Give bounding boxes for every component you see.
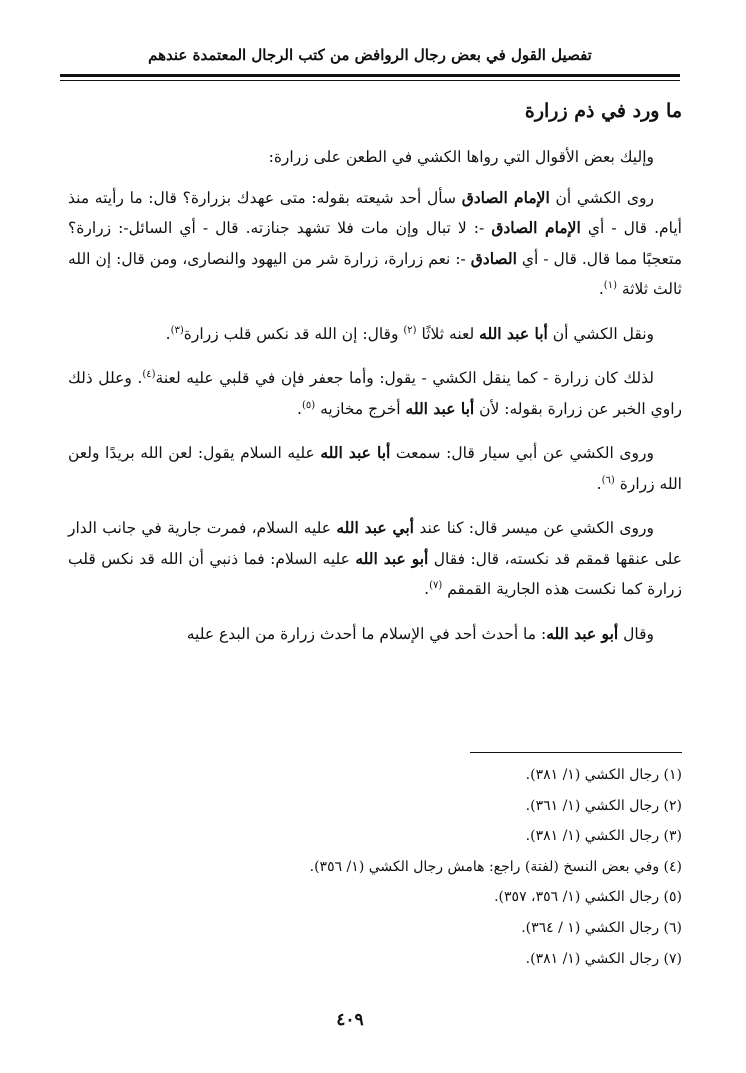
footnote-5: (٥) رجال الكشي (١/ ٣٥٦، ٣٥٧). [494, 889, 682, 906]
text-run: . [596, 474, 602, 493]
text-run: سأل أحد شيعته بقوله: متى عهدك بزرارة؟ قال: ما رأيته منذ أيام. قال - أي [68, 188, 682, 237]
bold-name: الصادق [470, 248, 517, 268]
bold-name: أبا عبد الله [320, 443, 391, 462]
paragraph-5 [68, 513, 682, 605]
footnote-ref: (٣) [170, 324, 184, 336]
text-run: . [598, 280, 604, 298]
bold-name: أبو عبد الله [355, 548, 429, 568]
paragraph-intro: وإليك بعض الأقوال التي رواها الكشي في الطعن على زرارة: [268, 148, 654, 166]
text-run: وروى الكشي عن ميسر قال: كنا عند [414, 519, 654, 537]
paragraph-6 [68, 619, 682, 650]
body-text [68, 142, 682, 663]
text-run: : ما أحدث أحد في الإسلام ما أحدث زرارة من البدع عليه [186, 624, 547, 643]
running-head: تفصيل القول في بعض رجال الروافض من كتب الرجال المعتمدة عندهم [148, 46, 592, 64]
footnote-ref: (٧) [429, 579, 443, 591]
paragraph-1 [68, 183, 682, 305]
text-run: . [424, 580, 430, 598]
text-run: . وعلل ذلك راوي الخبر عن زرارة بقوله: لأن [68, 369, 682, 418]
footnote-3: (٣) رجال الكشي (١/ ٣٨١). [525, 828, 682, 845]
text-run: وروى الكشي عن أبي سيار قال: سمعت [390, 444, 654, 462]
text-run: عليه السلام، فمرت جارية في جانب الدار على عنقها قمقم قد نكسته، قال: فقال [68, 519, 683, 568]
footnote-ref: (٥) [301, 399, 316, 411]
text-run: روى الكشي أن [549, 188, 654, 207]
text-run: . [297, 399, 302, 418]
footnote-ref: (٤) [142, 368, 156, 380]
bold-name: أبا عبد الله [479, 323, 548, 343]
footnote-ref: (١) [603, 279, 617, 291]
footnote-2: (٢) رجال الكشي (١/ ٣٦١). [525, 797, 682, 814]
text-run: وقال [618, 624, 654, 643]
footnote-ref: (٦) [601, 474, 615, 486]
footnote-4: (٤) وفي بعض النسخ (لفتة) راجع: هامش رجال الكشي (١/ ٣٥٦). [309, 858, 682, 875]
bold-name: أبا عبد الله [405, 398, 475, 418]
header-rule-thick [60, 74, 680, 77]
section-heading: ما ورد في ذم زرارة [524, 100, 682, 122]
text-run: -: لا تبال وإن مات فلا تشهد جنازته. قال - أي السائل-: زرارة؟ متعجبًا مما قال. قال - أي [68, 219, 682, 268]
footnote-7: (٧) رجال الكشي (١/ ٣٨١). [525, 950, 682, 967]
footnote-separator [470, 752, 682, 753]
bold-name: الإمام الصادق [491, 218, 581, 237]
text-run: ونقل الكشي أن [547, 324, 654, 343]
paragraph-3 [68, 363, 682, 424]
paragraph-4 [68, 438, 682, 499]
header-rule-thin [60, 80, 680, 81]
bold-name: الإمام الصادق [461, 187, 550, 207]
text-run: وقال: إن الله قد نكس قلب زرارة [183, 324, 404, 343]
text-run: -: نعم زرارة، زرارة شر من اليهود والنصارى، ومن قال: إن الله ثالث ثلاثة [68, 249, 682, 298]
bold-name: أبي عبد الله [336, 518, 414, 537]
footnote-1: (١) رجال الكشي (١/ ٣٨١). [525, 767, 682, 783]
footnote-6: (٦) رجال الكشي (١ / ٣٦٤). [521, 919, 682, 936]
text-run: عليه السلام يقول: لعن الله بريدًا ولعن الله زرارة [68, 444, 682, 493]
footnotes [82, 760, 682, 974]
page-number: ٤٠٩ [336, 1010, 364, 1030]
paragraph-2 [68, 319, 682, 350]
text-run: لذلك كان زرارة - كما ينقل الكشي - يقول: وأما جعفر فإن في قلبي عليه لعنة [155, 369, 654, 387]
bold-name: أبو عبد الله [546, 623, 619, 643]
text-run: لعنه ثلاثًا [416, 324, 480, 343]
text-run: أخرج مخازيه [315, 399, 406, 418]
text-run: . [165, 324, 171, 343]
footnote-ref: (٢) [403, 324, 417, 336]
text-run: عليه السلام: فما ذنبي أن الله قد نكس قلب زرارة كما نكست هذه الجارية القمقم [68, 549, 682, 598]
